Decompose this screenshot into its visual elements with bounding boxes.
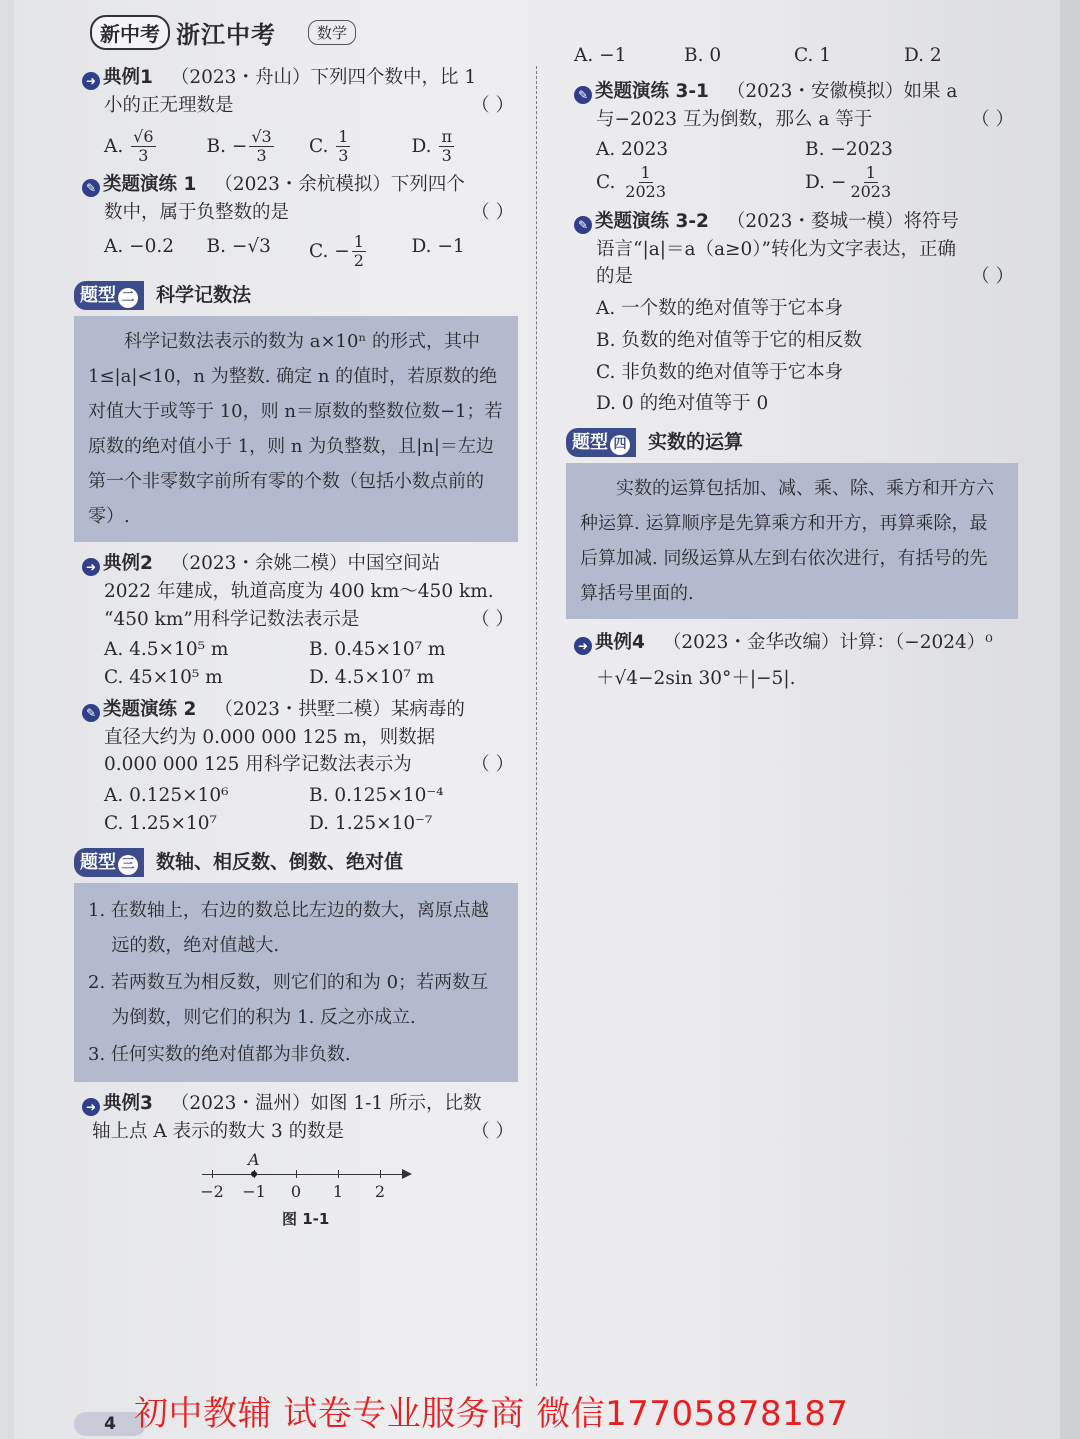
option-a: A. $\frac{√6}{3}$ xyxy=(104,126,154,165)
adjacent-page-edge xyxy=(1060,0,1080,1439)
section-title: 科学记数法 xyxy=(156,283,252,306)
tick xyxy=(212,1170,213,1178)
question-text-cont: 语言“|a|＝a（a≥0）”转化为文字表达，正确 xyxy=(596,238,956,260)
question-text-cont: 小的正无理数是 （ ） xyxy=(82,92,514,120)
tick-label: −1 xyxy=(242,1181,266,1201)
axis-line xyxy=(202,1174,407,1175)
practice-label: 类题演练 2 xyxy=(103,698,197,720)
arrow-icon: ➜ xyxy=(82,558,100,576)
section-3-header xyxy=(74,848,514,877)
question-text-cont: 与−2023 互为倒数，那么 a 等于 （ ） xyxy=(574,106,1014,134)
practice-1 xyxy=(82,171,514,199)
arrow-icon: ➜ xyxy=(82,72,100,90)
question-text-cont: “450 km”用科学记数法表示是 （ ） xyxy=(82,606,514,634)
question-text: （2023・金华改编）计算：（−2024）⁰ xyxy=(662,632,993,654)
options xyxy=(82,128,514,166)
question-text: （2023・舟山）下列四个数中，比 1 xyxy=(170,67,477,88)
option-d: D. $\frac{\pi}{3}$ xyxy=(411,126,452,165)
page-header xyxy=(90,14,356,50)
pencil-icon: ✎ xyxy=(82,704,100,722)
answer-bracket: （ ） xyxy=(971,108,1014,130)
example-3 xyxy=(82,1090,514,1118)
column-divider xyxy=(536,66,537,1386)
tick-label: 1 xyxy=(332,1181,344,1201)
series-logo: 新中考 xyxy=(90,15,170,50)
left-column xyxy=(82,60,514,1230)
key-point-box: 实数的运算包括加、减、乘、除、乘方和开方六种运算. 运算顺序是先算乘方和开方，再算乘除，最后算加减. 同级运算从左到右依次进行，有括号的先算括号里面的. xyxy=(566,463,1018,619)
option-a: A. −1 xyxy=(574,45,627,66)
key-point-box: 科学记数法表示的数为 a×10ⁿ 的形式，其中 1≤|a|<10，n 为整数. 确定 n 的值时，若原数的绝对值大于或等于 10，则 n＝原数的整数位数−1；若原数的绝对值小于 1，则 n 为负整数，且|n|＝左边第一个非零数字前所有零的个数（包括小数点前的零）. xyxy=(74,316,518,543)
option-b: B. 0 xyxy=(684,45,722,66)
section-badge: 题型 三 xyxy=(74,848,144,877)
fraction: $\frac{1}{2023}$ xyxy=(625,163,666,202)
question-text: （2023・安徽模拟）如果 a xyxy=(726,80,958,102)
answer-bracket: （ ） xyxy=(471,202,514,224)
textbook-page xyxy=(14,0,1054,1439)
section-badge: 题型 四 xyxy=(566,428,636,457)
tick xyxy=(296,1170,297,1178)
number-line-figure xyxy=(200,1149,422,1212)
key-point-item: 1. 在数轴上，右边的数总比左边的数大，离原点越远的数，绝对值越大. xyxy=(88,899,489,956)
example-2 xyxy=(82,550,514,578)
section-2-header xyxy=(74,281,514,310)
option-c: C. − $\frac{1}{2}$ xyxy=(309,231,364,271)
question-text: （2023・余姚二模）中国空间站 xyxy=(170,553,440,575)
practice-2 xyxy=(82,696,514,724)
practice-label: 类题演练 1 xyxy=(103,174,197,196)
options xyxy=(82,782,514,838)
example-4 xyxy=(574,629,1014,657)
option-d: D. 1.25×10⁻⁷ xyxy=(309,812,433,834)
tick-label: 0 xyxy=(290,1181,302,1201)
option-d: D. 2 xyxy=(904,45,942,66)
watermark-text: 初中教辅 试卷专业服务商 微信17705878187 xyxy=(134,1394,849,1434)
option-a: A. 2023 xyxy=(596,139,669,161)
answer-bracket: （ ） xyxy=(471,1120,514,1142)
key-point-box xyxy=(74,883,518,1082)
fraction: $\frac{√6}{3}$ xyxy=(133,126,154,165)
option-d: D. −1 xyxy=(411,235,465,257)
option-c: C. $\frac{1}{2023}$ xyxy=(596,163,666,202)
answer-bracket: （ ） xyxy=(971,266,1014,288)
pencil-icon: ✎ xyxy=(574,216,592,234)
option-b: B. 负数的绝对值等于它的相反数 xyxy=(596,329,862,351)
option-c: C. $\frac{1}{3}$ xyxy=(309,126,349,165)
fraction: $\frac{\pi}{3}$ xyxy=(441,126,452,165)
practice-label: 类题演练 3-2 xyxy=(595,210,709,232)
arrow-icon: ➜ xyxy=(82,1098,100,1116)
question-text-cont: 轴上点 A 表示的数大 3 的数是 （ ） xyxy=(82,1118,514,1146)
option-c: C. 1.25×10⁷ xyxy=(104,812,217,834)
question-text: （2023・余杭模拟）下列四个 xyxy=(214,174,465,196)
section-badge: 题型 二 xyxy=(74,281,144,310)
fraction: $\frac{1}{2023}$ xyxy=(850,163,892,202)
option-c: C. 非负数的绝对值等于它本身 xyxy=(596,361,844,383)
option-d: D. 0 的绝对值等于 0 xyxy=(596,393,769,415)
fraction: $\frac{√3}{3}$ xyxy=(251,126,272,165)
section-title: 数轴、相反数、倒数、绝对值 xyxy=(156,850,404,873)
options xyxy=(574,42,1014,70)
example-label: 典例2 xyxy=(103,553,153,575)
key-point-item: 3. 任何实数的绝对值都为非负数. xyxy=(88,1044,351,1065)
exam-title: 浙江中考 xyxy=(176,20,276,49)
answer-bracket: （ ） xyxy=(471,608,514,630)
subject-tag: 数学 xyxy=(308,20,356,45)
fraction: $\frac{1}{2}$ xyxy=(353,231,364,271)
question-text: （2023・温州）如图 1-1 所示，比数 xyxy=(170,1093,482,1115)
question-text: （2023・拱墅二模）某病毒的 xyxy=(214,698,465,720)
practice-3-2 xyxy=(574,208,1014,236)
arrow-icon: ➜ xyxy=(574,637,592,655)
option-c: C. 1 xyxy=(794,45,832,66)
question-text-cont: 0.000 000 125 用科学记数法表示为 （ ） xyxy=(82,751,514,779)
example-1 xyxy=(82,64,514,92)
option-a: A. 0.125×10⁶ xyxy=(104,785,229,807)
question-text-cont: 直径大约为 0.000 000 125 m，则数据 xyxy=(104,726,436,748)
option-b: B. 0.45×10⁷ m xyxy=(309,639,446,661)
tick xyxy=(338,1170,339,1178)
question-text: （2023・婺城一模）将符号 xyxy=(726,210,959,232)
question-text-cont: 数中，属于负整数的是 （ ） xyxy=(82,199,514,227)
option-a: A. 4.5×10⁵ m xyxy=(104,639,229,661)
page-number: 4 xyxy=(74,1412,146,1436)
tick-label: 2 xyxy=(374,1181,386,1201)
fraction: $\frac{1}{3}$ xyxy=(338,126,349,165)
pencil-icon: ✎ xyxy=(82,179,100,197)
question-text-cont: 的是 （ ） xyxy=(574,263,1014,291)
right-column xyxy=(574,36,1014,693)
figure-caption: 图 1-1 xyxy=(282,1209,330,1228)
section-title: 实数的运算 xyxy=(648,431,744,454)
option-b: B. 0.125×10⁻⁴ xyxy=(309,785,444,807)
pencil-icon: ✎ xyxy=(574,86,592,104)
key-point-item: 2. 若两数互为相反数，则它们的和为 0；若两数互为倒数，则它们的积为 1. 反之亦成立. xyxy=(88,971,489,1028)
option-b: B. −√3 xyxy=(206,235,271,257)
option-b: B. −2023 xyxy=(805,139,893,161)
option-a: A. 一个数的绝对值等于它本身 xyxy=(596,298,844,320)
example-label: 典例1 xyxy=(103,67,153,88)
answer-bracket: （ ） xyxy=(471,94,514,116)
option-c: C. 45×10⁵ m xyxy=(104,667,223,689)
option-d: D. − $\frac{1}{2023}$ xyxy=(805,163,892,202)
section-4-header xyxy=(566,428,1014,457)
question-text-cont: 2022 年建成，轨道高度为 400 km～450 km. xyxy=(104,580,494,602)
option-b: B. − $\frac{√3}{3}$ xyxy=(206,126,272,165)
options xyxy=(82,233,514,271)
options xyxy=(574,136,1014,202)
option-d: D. 4.5×10⁷ m xyxy=(309,667,435,689)
practice-label: 类题演练 3-1 xyxy=(595,80,709,102)
option-a: A. −0.2 xyxy=(104,235,175,257)
point-a-label: A xyxy=(248,1149,260,1169)
options xyxy=(82,636,514,692)
practice-3-1 xyxy=(574,78,1014,106)
example-label: 典例4 xyxy=(595,632,645,654)
tick xyxy=(380,1170,381,1178)
question-text-cont: ＋√4−2sin 30°＋|−5|. xyxy=(596,668,796,690)
answer-bracket: （ ） xyxy=(471,754,514,776)
tick-label: −2 xyxy=(200,1181,224,1201)
axis-arrow xyxy=(402,1169,412,1179)
example-label: 典例3 xyxy=(103,1093,153,1115)
